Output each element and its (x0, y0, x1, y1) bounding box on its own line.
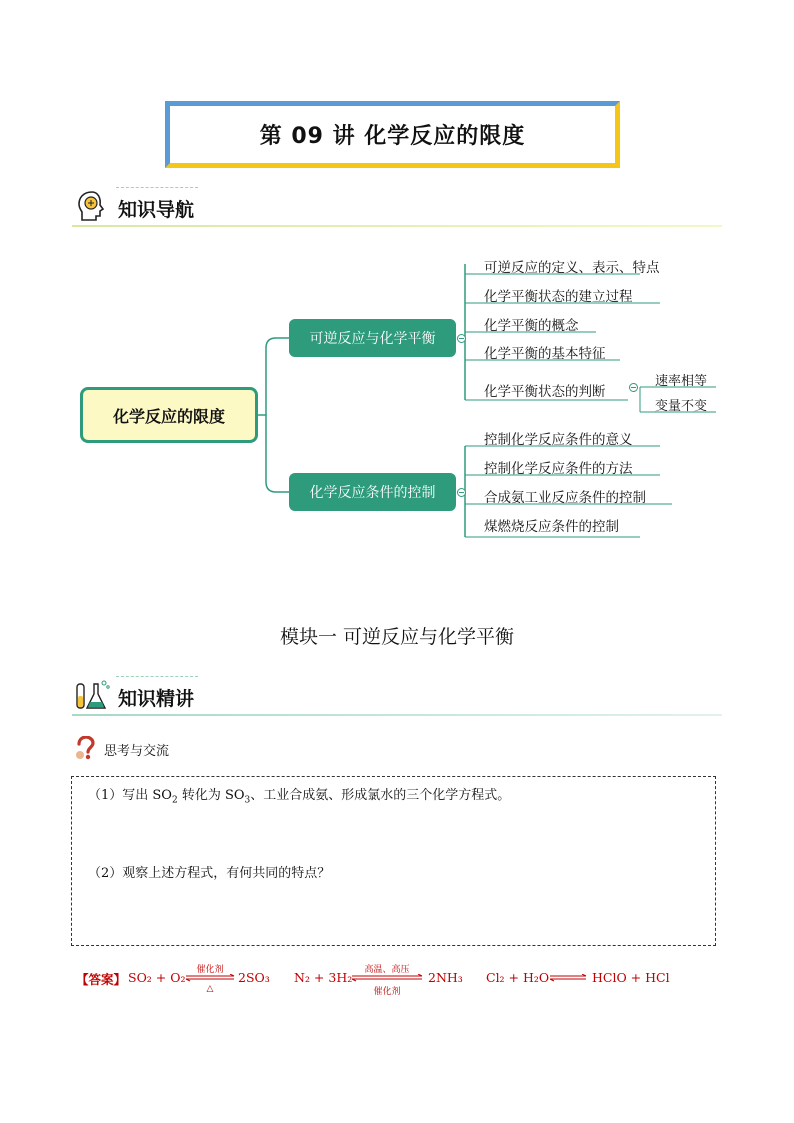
question-2: （2）观察上述方程式，有何共同的特点？ (88, 866, 331, 881)
reaction-arrow (184, 962, 236, 996)
mindmap-leaf: 合成氨工业反应条件的控制 (484, 490, 646, 506)
question-1-text: （1）写出 SO (88, 788, 172, 803)
brain-lightbulb-icon (74, 189, 110, 223)
section-top-divider (116, 187, 198, 188)
mindmap-subleaf: 变量不变 (655, 399, 708, 414)
answer-label: 【答案】 (76, 972, 127, 987)
mindmap-branch-conditions: 化学反应条件的控制 (289, 473, 456, 511)
lesson-title-box (165, 101, 620, 168)
section-title: 知识导航 (118, 199, 195, 221)
mindmap-leaf: 可逆反应的定义、表示、特点 (484, 260, 660, 276)
collapse-toggle-icon[interactable] (629, 383, 638, 392)
lesson-title: 第 09 讲 化学反应的限度 (259, 124, 526, 149)
mindmap (0, 240, 794, 560)
collapse-toggle-icon[interactable] (457, 488, 466, 497)
question-1 (88, 784, 510, 806)
arrow-condition-top: 高温、高压 (364, 965, 410, 975)
arrow-condition-bottom: △ (206, 984, 214, 994)
question-mark-icon (74, 736, 96, 760)
mindmap-leaf: 化学平衡的概念 (484, 318, 579, 334)
reaction-arrow (350, 962, 424, 996)
mindmap-subleaf: 速率相等 (655, 374, 708, 389)
section-header-lecture (72, 676, 722, 716)
think-discuss-label: 思考与交流 (104, 744, 170, 759)
arrow-condition-top: 催化剂 (196, 965, 224, 975)
double-arrow-icon (184, 974, 236, 982)
answer-block (76, 962, 716, 1002)
mindmap-branch-reversible: 可逆反应与化学平衡 (289, 319, 456, 357)
subscript: 2 (171, 795, 178, 806)
section-top-divider (116, 676, 198, 677)
subscript: 3 (244, 795, 251, 806)
question-1-text: 转化为 SO (177, 788, 245, 803)
reaction-arrow (548, 962, 588, 996)
mindmap-leaf: 化学平衡状态的建立过程 (484, 289, 633, 305)
equation-rhs: 2NH₃ (428, 970, 463, 985)
module-title: 模块一 可逆反应与化学平衡 (279, 626, 515, 648)
collapse-toggle-icon[interactable] (457, 334, 466, 343)
equation-rhs: 2SO₃ (238, 970, 270, 985)
lab-flask-icon (74, 678, 110, 712)
mindmap-leaf: 控制化学反应条件的意义 (484, 432, 633, 448)
equation-lhs: N₂ + 3H₂ (294, 970, 353, 985)
section-title: 知识精讲 (118, 688, 195, 710)
double-arrow-icon (350, 974, 424, 982)
equation-rhs: HClO + HCl (592, 970, 670, 985)
question-1-text: 、工业合成氨、形成氯水的三个化学方程式。 (250, 788, 511, 803)
arrow-condition-bottom: 催化剂 (373, 987, 401, 997)
mindmap-root: 化学反应的限度 (80, 387, 258, 443)
section-header-nav (72, 187, 722, 227)
mindmap-leaf: 化学平衡状态的判断 (484, 384, 606, 400)
mindmap-leaf: 煤燃烧反应条件的控制 (484, 519, 619, 535)
mindmap-leaf: 化学平衡的基本特征 (484, 346, 606, 362)
mindmap-leaf: 控制化学反应条件的方法 (484, 461, 633, 477)
double-arrow-icon (548, 974, 588, 982)
section-divider (72, 714, 722, 716)
section-divider (72, 225, 722, 227)
equation-lhs: SO₂ + O₂ (128, 970, 186, 985)
equation-lhs: Cl₂ + H₂O (486, 970, 550, 985)
question-box (71, 776, 716, 946)
